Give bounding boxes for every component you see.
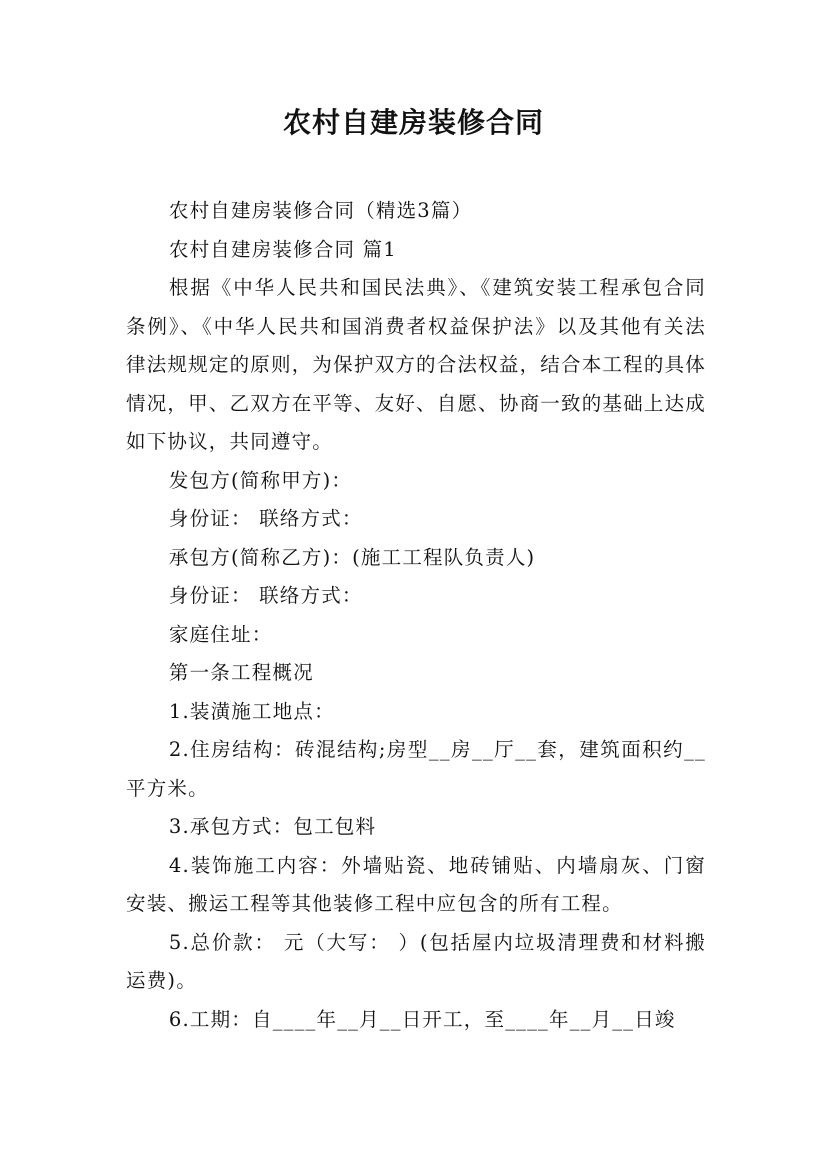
paragraph-item-6: 6.工期：自____年__月__日开工，至____年__月__日竣 <box>168 1007 676 1031</box>
paragraph-item-2: 2.住房结构：砖混结构;房型__房__厅__套，建筑面积约__平方米。 <box>126 738 706 800</box>
paragraph-preamble: 根据《中华人民共和国民法典》、《建筑安装工程承包合同条例》、《中华人民共和国消费者权益保护法》以及其他有关法律法规规定的原则，为保护双方的合法权益，结合本工程的具体情况，甲、乙双方在平等、友好、自愿、协商一致的基础上达成如下协议，共同遵守。 <box>126 276 706 453</box>
paragraph-item-3: 3.承包方式：包工包料 <box>168 815 377 838</box>
paragraph-party-b-id: 身份证： 联络方式： <box>168 584 363 607</box>
paragraph-party-a-id: 身份证： 联络方式： <box>168 507 363 530</box>
document-title: 农村自建房装修合同 <box>282 106 544 139</box>
paragraph-party-a: 发包方(简称甲方)： <box>168 468 353 492</box>
paragraph-item-5: 5.总价款： 元（大写： ）(包括屋内垃圾清理费和材料搬运费)。 <box>126 930 706 992</box>
paragraph-section-heading: 农村自建房装修合同 篇1 <box>168 237 397 261</box>
paragraph-address: 家庭住址： <box>168 622 273 646</box>
document-body <box>126 192 706 1039</box>
paragraph-article-1: 第一条工程概况 <box>168 661 314 684</box>
paragraph-item-4: 4.装饰施工内容：外墙贴瓷、地砖铺贴、内墙扇灰、门窗安装、搬运工程等其他装修工程中应包含的所有工程。 <box>126 853 706 915</box>
paragraph-party-b: 承包方(简称乙方)：(施工工程队负责人) <box>168 545 536 569</box>
paragraph-item-1: 1.装潢施工地点： <box>168 699 335 723</box>
paragraph-subtitle: 农村自建房装修合同（精选3篇） <box>168 199 473 222</box>
